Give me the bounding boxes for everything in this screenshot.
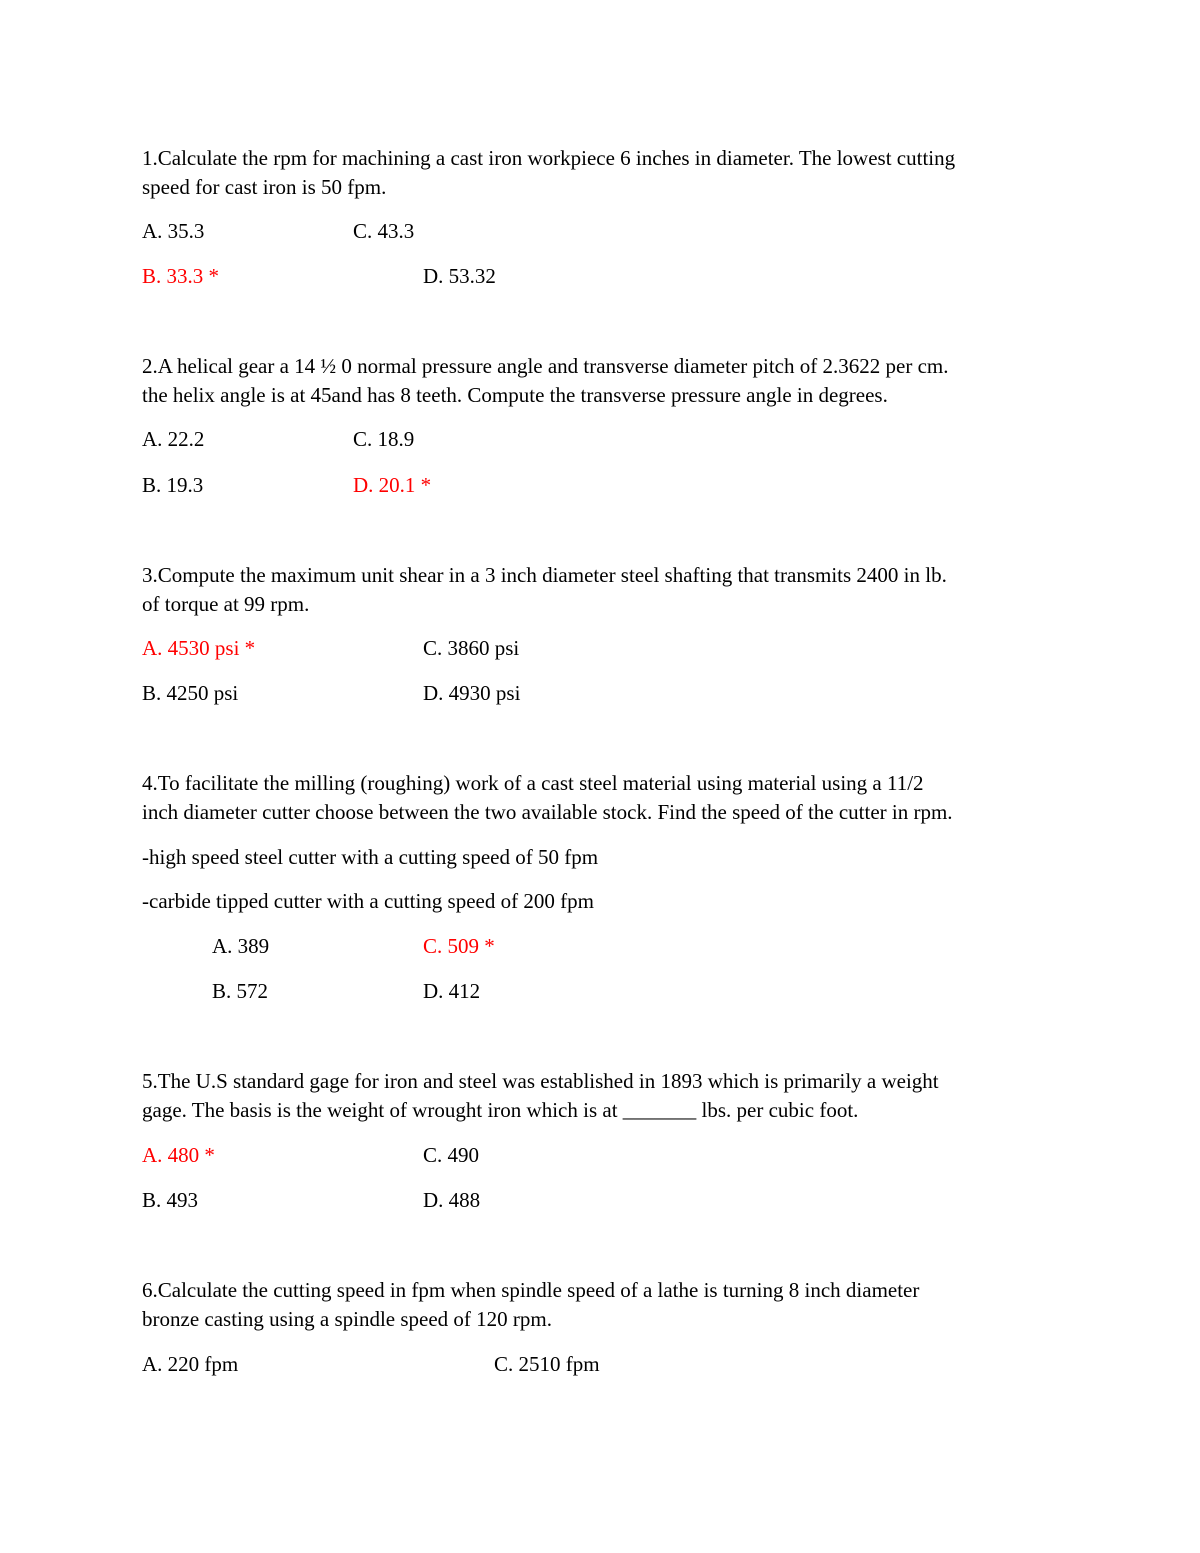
question-number: 1. — [142, 146, 158, 170]
choice-b: B. 493 — [142, 1188, 199, 1212]
choice-b: B. 19.3 — [142, 473, 204, 497]
choice-c: C. 18.9 — [353, 427, 415, 451]
choice-d: D. 412 — [423, 979, 481, 1003]
question-4-line-1: 4.To facilitate the milling (roughing) work of a cast steel material using material using a 11/2 — [142, 771, 924, 795]
choice-c: C. 490 — [423, 1143, 480, 1167]
question-6-line-1: 6.Calculate the cutting speed in fpm when spindle speed of a lathe is turning 8 inch diameter — [142, 1278, 920, 1302]
question-1-line-2: speed for cast iron is 50 fpm. — [142, 175, 387, 199]
choice-c-correct: C. 509 * — [423, 934, 495, 958]
choice-d: D. 4930 psi — [423, 681, 521, 705]
choice-d: D. 53.32 — [423, 264, 496, 288]
question-2-line-2: the helix angle is at 45and has 8 teeth. Compute the transverse pressure angle in degrees. — [142, 383, 888, 407]
choice-d: D. 488 — [423, 1188, 481, 1212]
question-1-line-1: 1.Calculate the rpm for machining a cast iron workpiece 6 inches in diameter. The lowest cutting — [142, 146, 956, 170]
question-6-line-2: bronze casting using a spindle speed of 120 rpm. — [142, 1307, 552, 1331]
choice-d-correct: D. 20.1 * — [353, 473, 432, 497]
choice-a: A. 389 — [212, 934, 270, 958]
question-number: 6. — [142, 1278, 158, 1302]
choice-b: B. 572 — [212, 979, 269, 1003]
choice-b: B. 4250 psi — [142, 681, 239, 705]
question-5-line-2: gage. The basis is the weight of wrought iron which is at _______ lbs. per cubic foot. — [142, 1098, 859, 1122]
question-number: 5. — [142, 1069, 158, 1093]
question-number: 2. — [142, 354, 158, 378]
question-2-line-1: 2.A helical gear a 14 ½ 0 normal pressure angle and transverse diameter pitch of 2.3622 per cm. — [142, 354, 949, 378]
question-3-line-2: of torque at 99 rpm. — [142, 592, 310, 616]
choice-a: A. 220 fpm — [142, 1352, 239, 1376]
question-4-option-hss: -high speed steel cutter with a cutting speed of 50 fpm — [142, 845, 599, 869]
question-4-option-carbide: -carbide tipped cutter with a cutting speed of 200 fpm — [142, 889, 594, 913]
choice-a-correct: A. 4530 psi * — [142, 636, 256, 660]
choice-a: A. 35.3 — [142, 219, 205, 243]
question-3-line-1: 3.Compute the maximum unit shear in a 3 inch diameter steel shafting that transmits 2400 in lb. — [142, 563, 947, 587]
question-4-line-2: inch diameter cutter choose between the two available stock. Find the speed of the cutter in rpm. — [142, 800, 953, 824]
choice-c: C. 2510 fpm — [494, 1352, 600, 1376]
choice-b-correct: B. 33.3 * — [142, 264, 220, 288]
question-number: 4. — [142, 771, 158, 795]
choice-c: C. 3860 psi — [423, 636, 520, 660]
choice-a: A. 22.2 — [142, 427, 205, 451]
question-5-line-1: 5.The U.S standard gage for iron and steel was established in 1893 which is primarily a weight — [142, 1069, 939, 1093]
choice-a-correct: A. 480 * — [142, 1143, 215, 1167]
question-number: 3. — [142, 563, 158, 587]
choice-c: C. 43.3 — [353, 219, 415, 243]
